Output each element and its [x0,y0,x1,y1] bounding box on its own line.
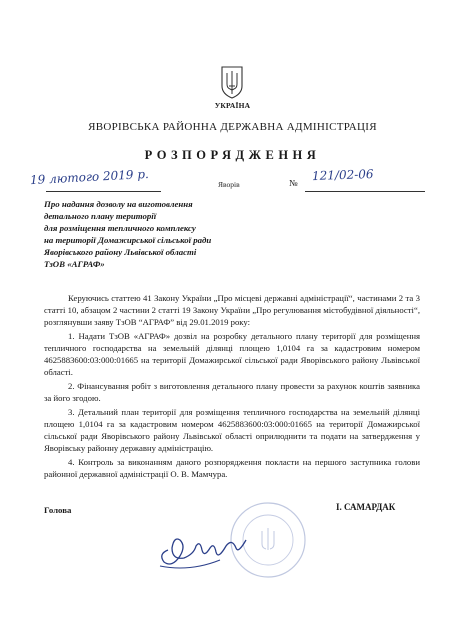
number-sign: № [289,178,298,188]
trident-emblem-icon [219,64,245,100]
subject-line: Про надання дозволу на виготовлення [44,199,193,209]
document-type: РОЗПОРЯДЖЕННЯ [144,148,321,162]
subject-line: Яворівського району Львівської області [44,246,197,257]
country-name: УКРАЇНА [214,101,251,110]
order-item: 4. Контроль за виконанням даного розпорядження покласти на першого заступника голови районної державної адміністрації О. В. Мамчура. [44,457,420,480]
subject-line: детального плану території [44,210,157,221]
handwritten-date: 19 лютого 2019 р. [29,166,150,188]
order-item: 2. Фінансування робіт з виготовлення детального плану провести за рахунок коштів заявника за його згодою. [44,381,420,403]
subject-line: для розміщення тепличного комплексу [44,222,196,233]
subject-line: ТзОВ «АГРАФ» [44,258,105,269]
handwritten-number: 121/02-06 [311,166,374,184]
document-body [44,293,420,481]
order-item: 3. Детальний план території для розміщення тепличного господарства на земельній ділянці площею 1,0104 га за кадастровим номером 4625883600:03:000:01665 на території Домажирської сільської ради Яворівського району Львівської області оприлюднити та подати на затвердження у Яворівську районну державну адміністрацію. [44,407,420,453]
place-name: Яворів [218,180,240,189]
handwritten-signature [150,510,260,580]
preamble-paragraph: Керуючись статтею 41 Закону України „Про місцеві державні адміністрації“, частинами 2 та 3 статті 10, абзацом 2 частини 2 статті 19 Закону України „Про регулювання містобудівної діяльності“, розглянувши заяву ТзОВ “АГРАФ” від 29.01.2019 року: [44,293,420,327]
agency-name: ЯВОРІВСЬКА РАЙОННА ДЕРЖАВНА АДМІНІСТРАЦІЯ [88,121,377,133]
document-subject [44,199,294,270]
order-item: 1. Надати ТзОВ «АГРАФ» дозвіл на розробку детального плану території для розміщення тепличного господарства на земельній ділянці площею 1,0104 га за кадастровим номером 4625883600:03:000:01665 на території Домажирської сільської ради Яворівського району Львівської області. [44,331,420,377]
subject-line: на території Домажирської сільської ради [44,234,212,245]
signatory-name: І. САМАРДАК [336,502,396,512]
signatory-title: Голова [44,505,72,515]
